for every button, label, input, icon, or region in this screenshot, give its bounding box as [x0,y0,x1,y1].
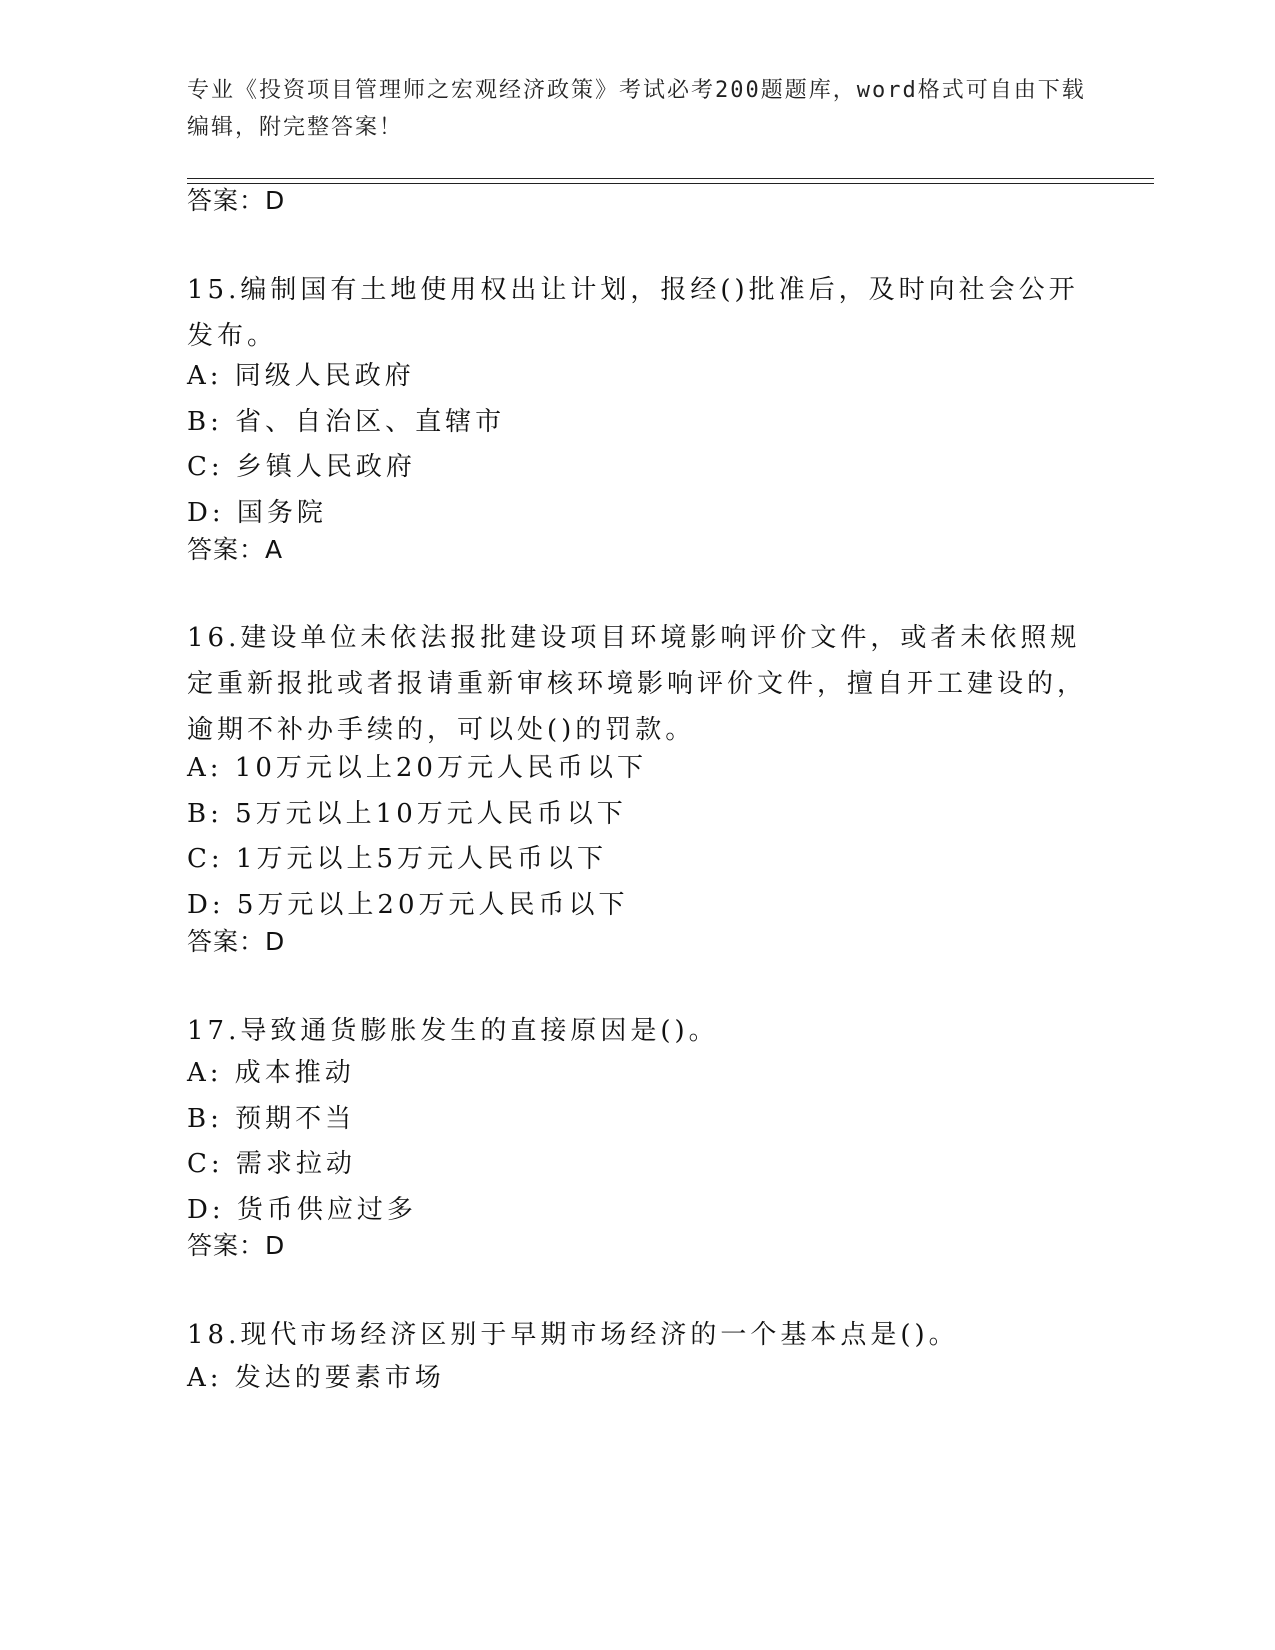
option-d: D: 国务院 [187,497,327,528]
question-stem: 18.现代市场经济区别于早期市场经济的一个基本点是()。 [187,1320,959,1350]
answer-line: 答案：D [187,186,286,215]
question-15 [187,267,1087,359]
option-d: D: 5万元以上20万元人民币以下 [187,889,629,920]
answer-line: 答案：A [187,535,284,564]
option-b: B: 预期不当 [187,1103,356,1134]
option-c: C: 需求拉动 [187,1149,356,1179]
question-stem: 16.建设单位未依法报批建设项目环境影响评价文件，或者未依照规定重新报批或者报请重新审核环境影响评价文件，擅自开工建设的，逾期不补办手续的，可以处()的罚款。 [187,623,1088,745]
question-stem: 15.编制国有土地使用权出让计划，报经()批准后，及时向社会公开发布。 [187,275,1079,351]
option-a: A: 10万元以上20万元人民币以下 [187,753,647,783]
option-b: B: 5万元以上10万元人民币以下 [187,798,627,829]
option-c: C: 乡镇人民政府 [187,452,416,482]
question-16 [187,615,1087,753]
answer-line: 答案：D [187,1231,286,1260]
question-16-options [187,746,1087,928]
question-stem: 17.导致通货膨胀发生的直接原因是()。 [187,1016,719,1046]
question-18-options [187,1356,1087,1402]
document-intro: 专业《投资项目管理师之宏观经济政策》考试必考200题题库，word格式可自由下载编辑，附完整答案！ [187,78,1086,140]
option-b: B: 省、自治区、直辖市 [187,406,506,437]
header-divider-top [187,178,1154,179]
question-18 [187,1312,1087,1358]
question-17 [187,1008,1087,1054]
option-a: A: 同级人民政府 [187,361,415,391]
option-a: A: 发达的要素市场 [187,1363,445,1393]
answer-line: 答案：D [187,927,286,956]
question-15-options [187,354,1087,536]
option-d: D: 货币供应过多 [187,1194,417,1225]
option-a: A: 成本推动 [187,1058,355,1088]
question-17-options [187,1051,1087,1233]
option-c: C: 1万元以上5万元人民币以下 [187,844,608,874]
